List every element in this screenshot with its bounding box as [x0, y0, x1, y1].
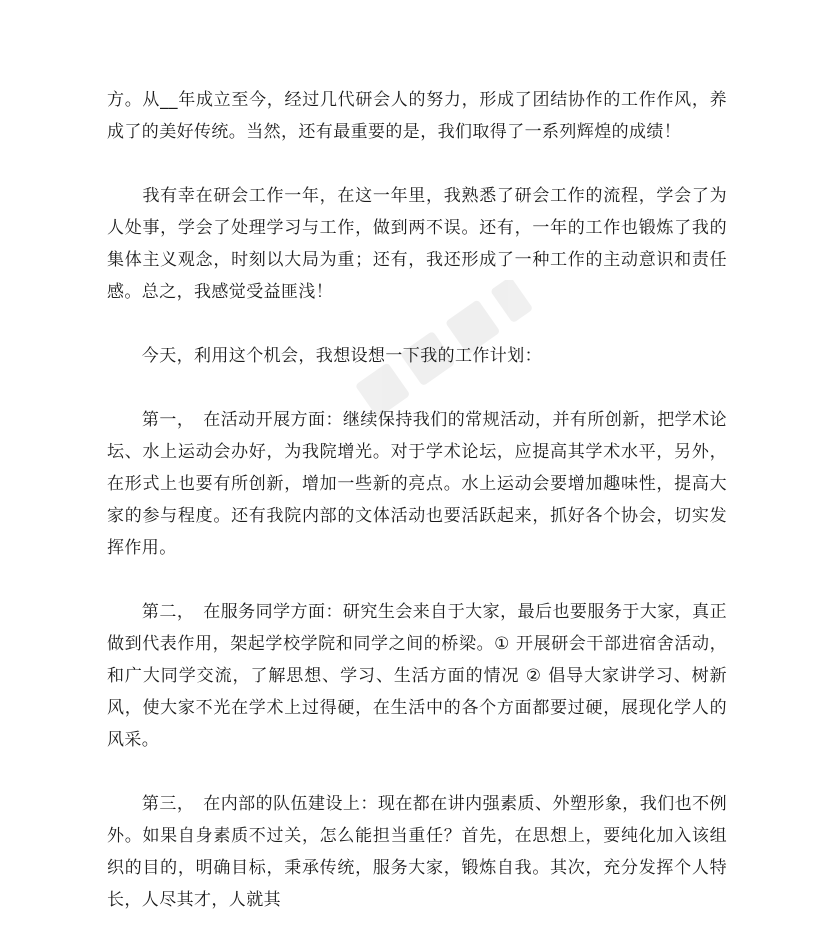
- paragraph-plan-activities: 第一， 在活动开展方面：继续保持我们的常规活动，并有所创新，把学术论坛、水上运动会办好，为我院增光。对于学术论坛，应提高其学术水平，另外，在形式上也要有所创新，增加一些新的亮点。水上运动会要增加趣味性，提高大家的参与程度。还有我院内部的文体活动也要活跃起来，抓好各个协会，切实发挥作用。: [107, 410, 727, 558]
- paragraph-plan-intro: 今天，利用这个机会，我想设想一下我的工作计划：: [107, 346, 542, 366]
- paragraph-experience: 我有幸在研会工作一年，在这一年里，我熟悉了研会工作的流程，学会了为人处事，学会了处理学习与工作，做到两不误。还有，一年的工作也锻炼了我的集体主义观念，时刻以大局为重；还有，我还形成了一种工作的主动意识和责任感。总之，我感觉受益匪浅！: [107, 186, 727, 302]
- paragraph-plan-team: 第三， 在内部的队伍建设上：现在都在讲内强素质、外塑形象，我们也不例外。如果自身素质不过关，怎么能担当重任？首先，在思想上，要纯化加入该组织的目的，明确目标，秉承传统，服务大家，锻炼自我。其次，充分发挥个人特长，人尽其才，人就其: [107, 794, 727, 910]
- paragraph-plan-service: 第二， 在服务同学方面：研究生会来自于大家，最后也要服务于大家，真正做到代表作用，架起学校学院和同学之间的桥梁。① 开展研会干部进宿舍活动，和广大同学交流，了解思想、学习、生活方面的情况 ② 倡导大家讲学习、树新风，使大家不光在学术上过得硬，在生活中的各个方面都要过硬，展现化学人的风采。: [107, 602, 727, 750]
- paragraph-history: 方。从__年成立至今，经过几代研会人的努力，形成了团结协作的工作作风，养成了的美好传统。当然，还有最重要的是，我们取得了一系列辉煌的成绩！: [107, 90, 727, 142]
- document-body: [107, 84, 727, 916]
